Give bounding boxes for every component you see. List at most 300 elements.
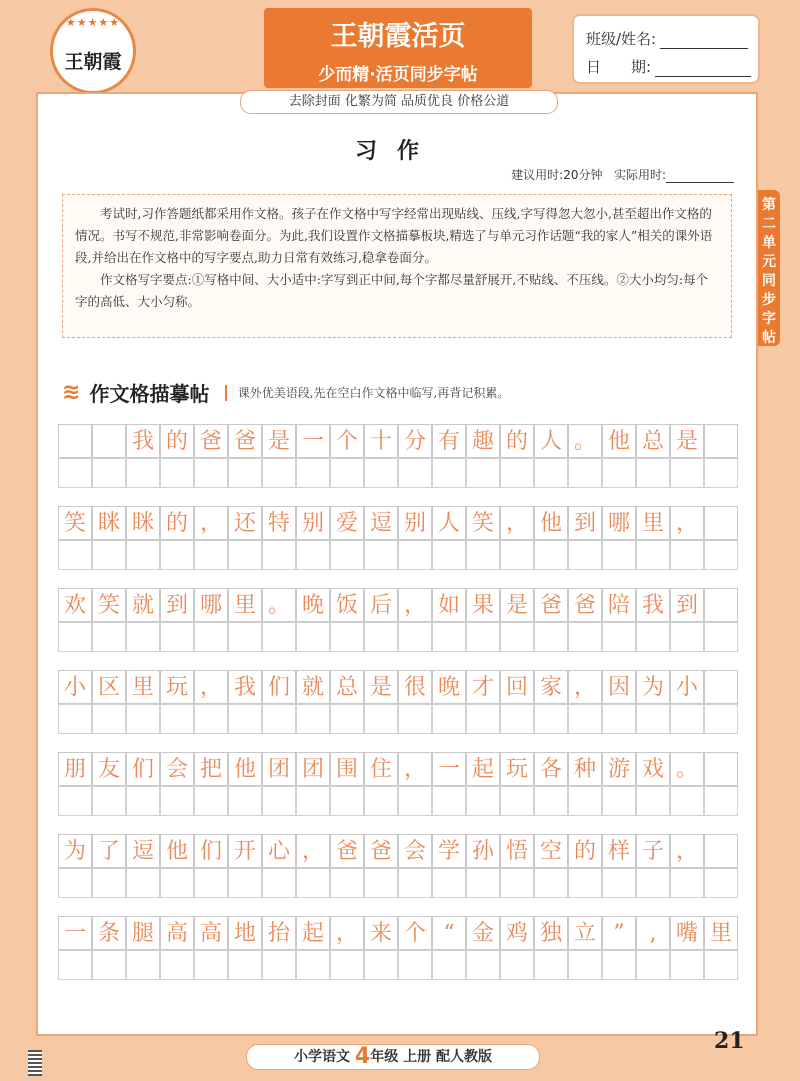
trace-cell: 别 xyxy=(296,506,330,540)
trace-cell: 高 xyxy=(194,916,228,950)
practice-cell[interactable] xyxy=(126,786,160,816)
practice-cell[interactable] xyxy=(500,622,534,652)
practice-cell[interactable] xyxy=(160,622,194,652)
trace-cell: 到 xyxy=(670,588,704,622)
practice-cell[interactable] xyxy=(568,704,602,734)
trace-cell: 笑 xyxy=(92,588,126,622)
trace-cell xyxy=(704,670,738,704)
trace-cell: 趣 xyxy=(466,424,500,458)
trace-cell: 里 xyxy=(636,506,670,540)
practice-cell[interactable] xyxy=(296,540,330,570)
practice-cell[interactable] xyxy=(364,786,398,816)
trace-cell: 学 xyxy=(432,834,466,868)
practice-cell[interactable] xyxy=(602,458,636,488)
practice-cell[interactable] xyxy=(534,622,568,652)
practice-cell[interactable] xyxy=(432,540,466,570)
practice-cell[interactable] xyxy=(398,704,432,734)
practice-cell[interactable] xyxy=(296,458,330,488)
trace-cell: 才 xyxy=(466,670,500,704)
practice-cell[interactable] xyxy=(636,704,670,734)
practice-cell[interactable] xyxy=(58,704,92,734)
trace-cell: 是 xyxy=(670,424,704,458)
date-blank[interactable] xyxy=(655,61,751,77)
trace-cell: 晚 xyxy=(296,588,330,622)
trace-cell: 空 xyxy=(534,834,568,868)
practice-cell[interactable] xyxy=(330,704,364,734)
practice-cell[interactable] xyxy=(636,950,670,980)
practice-cell[interactable] xyxy=(228,950,262,980)
practice-cell[interactable] xyxy=(296,868,330,898)
practice-cell[interactable] xyxy=(704,868,738,898)
practice-cell[interactable] xyxy=(704,950,738,980)
trace-cell: 一 xyxy=(296,424,330,458)
practice-cell[interactable] xyxy=(296,950,330,980)
trace-cell: 小 xyxy=(670,670,704,704)
trace-cell: 们 xyxy=(126,752,160,786)
trace-cell: 会 xyxy=(398,834,432,868)
practice-cell[interactable] xyxy=(296,622,330,652)
trace-cell: 朋 xyxy=(58,752,92,786)
unit-side-tab xyxy=(758,190,780,346)
trace-cell: 种 xyxy=(568,752,602,786)
practice-cell[interactable] xyxy=(534,868,568,898)
practice-cell[interactable] xyxy=(262,704,296,734)
practice-cell[interactable] xyxy=(466,868,500,898)
brand-title: 王朝霞活页 xyxy=(330,21,466,52)
trace-cell: 爸 xyxy=(364,834,398,868)
practice-cell[interactable] xyxy=(160,540,194,570)
practice-cell[interactable] xyxy=(602,950,636,980)
trace-cell: 爸 xyxy=(228,424,262,458)
trace-cell: 他 xyxy=(534,506,568,540)
trace-cell xyxy=(704,752,738,786)
practice-cell[interactable] xyxy=(296,786,330,816)
practice-cell[interactable] xyxy=(636,622,670,652)
logo-stars: ★★★★★ xyxy=(65,16,121,29)
trace-cell: 后 xyxy=(364,588,398,622)
practice-cell[interactable] xyxy=(92,786,126,816)
practice-cell[interactable] xyxy=(500,786,534,816)
practice-cell[interactable] xyxy=(636,868,670,898)
trace-cell: 地 xyxy=(228,916,262,950)
trace-cell: 游 xyxy=(602,752,636,786)
trace-cell: 还 xyxy=(228,506,262,540)
practice-cell[interactable] xyxy=(636,458,670,488)
trace-cell: ， xyxy=(398,588,432,622)
trace-cell: 的 xyxy=(160,424,194,458)
practice-cell[interactable] xyxy=(466,704,500,734)
practice-cell[interactable] xyxy=(466,950,500,980)
trace-cell: 我 xyxy=(126,424,160,458)
trace-cell: 总 xyxy=(330,670,364,704)
trace-cell: 围 xyxy=(330,752,364,786)
practice-cell[interactable] xyxy=(602,704,636,734)
trace-cell: 到 xyxy=(160,588,194,622)
trace-cell: ， xyxy=(568,670,602,704)
trace-cell: 开 xyxy=(228,834,262,868)
practice-cell[interactable] xyxy=(704,704,738,734)
class-name-blank[interactable] xyxy=(660,33,748,49)
trace-cell: 为 xyxy=(636,670,670,704)
trace-cell: 哪 xyxy=(602,506,636,540)
trace-cell: 哪 xyxy=(194,588,228,622)
practice-cell[interactable] xyxy=(58,786,92,816)
practice-cell[interactable] xyxy=(262,540,296,570)
practice-cell[interactable] xyxy=(228,458,262,488)
slogan-bar: 去除封面 化繁为简 品质优良 价格公道 xyxy=(240,90,558,114)
section-divider xyxy=(225,385,227,401)
practice-cell[interactable] xyxy=(296,704,330,734)
trace-cell: 我 xyxy=(228,670,262,704)
trace-cell: 别 xyxy=(398,506,432,540)
trace-cell: 戏 xyxy=(636,752,670,786)
trace-cell: 爸 xyxy=(194,424,228,458)
practice-cell[interactable] xyxy=(262,622,296,652)
trace-cell: 们 xyxy=(194,834,228,868)
logo-name: 王朝霞 xyxy=(64,51,122,73)
note-paragraph-2: 作文格写字要点:①写格中间、大小适中:字写到正中间,每个字都尽量舒展开,不贴线、不压线。②大小均匀:每个字的高低、大小匀称。 xyxy=(75,272,709,309)
instruction-note xyxy=(62,194,732,338)
practice-cell[interactable] xyxy=(58,540,92,570)
trace-cell: 的 xyxy=(160,506,194,540)
practice-cell[interactable] xyxy=(568,786,602,816)
practice-cell[interactable] xyxy=(126,704,160,734)
trace-cell: 里 xyxy=(228,588,262,622)
trace-cell: 条 xyxy=(92,916,126,950)
practice-cell[interactable] xyxy=(466,622,500,652)
practice-cell[interactable] xyxy=(262,786,296,816)
practice-cell[interactable] xyxy=(568,458,602,488)
trace-cell: 很 xyxy=(398,670,432,704)
practice-cell[interactable] xyxy=(568,950,602,980)
practice-cell[interactable] xyxy=(670,786,704,816)
practice-cell[interactable] xyxy=(432,458,466,488)
trace-cell: 爱 xyxy=(330,506,364,540)
trace-cell: 小 xyxy=(58,670,92,704)
footer-grade-label: 年级 xyxy=(370,1049,399,1065)
trace-cell: 爸 xyxy=(330,834,364,868)
trace-cell: 逗 xyxy=(126,834,160,868)
practice-cell[interactable] xyxy=(58,458,92,488)
trace-cell: 他 xyxy=(228,752,262,786)
practice-cell[interactable] xyxy=(568,868,602,898)
trace-cell: ， xyxy=(296,834,330,868)
practice-cell[interactable] xyxy=(670,950,704,980)
practice-cell[interactable] xyxy=(160,458,194,488)
trace-cell: 起 xyxy=(466,752,500,786)
practice-cell[interactable] xyxy=(636,786,670,816)
trace-cell: 笑 xyxy=(58,506,92,540)
practice-cell[interactable] xyxy=(500,458,534,488)
actual-time-blank[interactable] xyxy=(666,170,734,183)
practice-cell[interactable] xyxy=(500,540,534,570)
trace-cell xyxy=(704,424,738,458)
practice-cell[interactable] xyxy=(126,540,160,570)
trace-cell: 子 xyxy=(636,834,670,868)
practice-cell[interactable] xyxy=(194,950,228,980)
trace-cell: 人 xyxy=(432,506,466,540)
trace-cell: 个 xyxy=(398,916,432,950)
practice-cell[interactable] xyxy=(262,950,296,980)
practice-cell[interactable] xyxy=(500,704,534,734)
practice-cell[interactable] xyxy=(364,622,398,652)
trace-cell: 他 xyxy=(602,424,636,458)
trace-cell: 玩 xyxy=(160,670,194,704)
trace-cell: 团 xyxy=(296,752,330,786)
practice-cell[interactable] xyxy=(364,950,398,980)
practice-cell[interactable] xyxy=(262,458,296,488)
trace-cell: 我 xyxy=(636,588,670,622)
practice-cell[interactable] xyxy=(398,540,432,570)
date-label: 日 期: xyxy=(586,58,652,76)
practice-cell[interactable] xyxy=(330,868,364,898)
practice-cell[interactable] xyxy=(602,622,636,652)
practice-cell[interactable] xyxy=(534,540,568,570)
trace-cell: 住 xyxy=(364,752,398,786)
practice-cell[interactable] xyxy=(568,540,602,570)
brand-subtitle: 少而精·活页同步字帖 xyxy=(318,65,478,85)
practice-cell[interactable] xyxy=(160,704,194,734)
practice-cell[interactable] xyxy=(194,868,228,898)
trace-cell: 回 xyxy=(500,670,534,704)
practice-cell[interactable] xyxy=(262,868,296,898)
trace-cell: 晚 xyxy=(432,670,466,704)
practice-cell[interactable] xyxy=(466,540,500,570)
practice-cell[interactable] xyxy=(364,868,398,898)
trace-cell: 立 xyxy=(568,916,602,950)
practice-cell[interactable] xyxy=(398,622,432,652)
trace-cell xyxy=(704,588,738,622)
practice-cell[interactable] xyxy=(466,786,500,816)
practice-cell[interactable] xyxy=(364,458,398,488)
trace-cell: 悟 xyxy=(500,834,534,868)
practice-cell[interactable] xyxy=(670,622,704,652)
trace-cell: 是 xyxy=(500,588,534,622)
trace-cell: 笑 xyxy=(466,506,500,540)
practice-cell[interactable] xyxy=(194,704,228,734)
footer-badge xyxy=(246,1044,540,1070)
trace-cell: ， xyxy=(670,834,704,868)
practice-cell[interactable] xyxy=(704,540,738,570)
practice-cell[interactable] xyxy=(194,786,228,816)
practice-cell[interactable] xyxy=(670,704,704,734)
note-paragraph-1: 考试时,习作答题纸都采用作文格。孩子在作文格中写字经常出现贴线、压线,字写得忽大忽小,甚至超出作文格的情况。书写不规范,非常影响卷面分。为此,我们设置作文格描摹板块,精选了与单元习作话题“我的家人”相关的课外语段,并给出在作文格中的写字要点,助力日常有效练习,稳拿卷面分。 xyxy=(75,206,713,265)
practice-cell[interactable] xyxy=(500,868,534,898)
trace-cell: 特 xyxy=(262,506,296,540)
footer-edition: 配人教版 xyxy=(435,1049,492,1065)
trace-cell: 。 xyxy=(568,424,602,458)
practice-cell[interactable] xyxy=(398,458,432,488)
practice-cell[interactable] xyxy=(466,458,500,488)
practice-cell[interactable] xyxy=(58,622,92,652)
practice-cell[interactable] xyxy=(330,458,364,488)
trace-cell: ， xyxy=(500,506,534,540)
practice-cell[interactable] xyxy=(58,950,92,980)
trace-cell: 各 xyxy=(534,752,568,786)
trace-cell: 把 xyxy=(194,752,228,786)
practice-cell[interactable] xyxy=(228,868,262,898)
practice-cell[interactable] xyxy=(228,786,262,816)
trace-cell: 眯 xyxy=(92,506,126,540)
trace-cell: 区 xyxy=(92,670,126,704)
trace-cell: 们 xyxy=(262,670,296,704)
practice-cell[interactable] xyxy=(432,868,466,898)
practice-cell[interactable] xyxy=(670,868,704,898)
practice-cell[interactable] xyxy=(398,868,432,898)
class-name-label: 班级/姓名: xyxy=(586,30,657,48)
trace-cell: 个 xyxy=(330,424,364,458)
trace-cell: 有 xyxy=(432,424,466,458)
practice-cell[interactable] xyxy=(228,622,262,652)
trace-cell: 分 xyxy=(398,424,432,458)
trace-cell: 抬 xyxy=(262,916,296,950)
trace-cell: 心 xyxy=(262,834,296,868)
trace-cell: “ xyxy=(432,916,466,950)
trace-cell: 到 xyxy=(568,506,602,540)
practice-cell[interactable] xyxy=(330,950,364,980)
practice-cell[interactable] xyxy=(126,458,160,488)
trace-cell: 欢 xyxy=(58,588,92,622)
trace-cell: 爸 xyxy=(568,588,602,622)
practice-cell[interactable] xyxy=(194,458,228,488)
time-info xyxy=(511,166,734,183)
trace-cell: 如 xyxy=(432,588,466,622)
practice-cell[interactable] xyxy=(228,540,262,570)
practice-cell[interactable] xyxy=(398,786,432,816)
trace-cell: 的 xyxy=(500,424,534,458)
practice-cell[interactable] xyxy=(670,458,704,488)
trace-cell: 他 xyxy=(160,834,194,868)
trace-cell: 就 xyxy=(126,588,160,622)
practice-cell[interactable] xyxy=(534,458,568,488)
practice-cell[interactable] xyxy=(636,540,670,570)
trace-cell: 家 xyxy=(534,670,568,704)
content-panel xyxy=(36,92,758,1036)
practice-cell[interactable] xyxy=(432,786,466,816)
trace-cell: 会 xyxy=(160,752,194,786)
actual-time-label: 实际用时: xyxy=(613,168,666,182)
wave-icon: ≋ xyxy=(62,380,81,405)
trace-cell: 起 xyxy=(296,916,330,950)
side-tab-char: 字 xyxy=(762,311,776,327)
section-header xyxy=(62,378,509,408)
practice-cell[interactable] xyxy=(330,786,364,816)
trace-cell: ， xyxy=(398,752,432,786)
trace-cell: 人 xyxy=(534,424,568,458)
trace-cell: 。 xyxy=(262,588,296,622)
trace-cell: 来 xyxy=(364,916,398,950)
practice-cell[interactable] xyxy=(194,540,228,570)
trace-cell: 金 xyxy=(466,916,500,950)
practice-cell[interactable] xyxy=(534,950,568,980)
class-name-row xyxy=(586,28,748,49)
suggested-time: 建议用时:20分钟 xyxy=(511,168,603,182)
practice-cell[interactable] xyxy=(602,786,636,816)
practice-cell[interactable] xyxy=(432,622,466,652)
practice-cell[interactable] xyxy=(126,622,160,652)
trace-cell: 十 xyxy=(364,424,398,458)
practice-cell[interactable] xyxy=(534,704,568,734)
trace-cell: 玩 xyxy=(500,752,534,786)
practice-cell[interactable] xyxy=(92,622,126,652)
section-description: 课外优美语段,先在空白作文格中临写,再背记积累。 xyxy=(237,386,510,400)
practice-cell[interactable] xyxy=(602,868,636,898)
practice-cell[interactable] xyxy=(92,950,126,980)
practice-cell[interactable] xyxy=(160,868,194,898)
practice-cell[interactable] xyxy=(228,704,262,734)
practice-cell[interactable] xyxy=(602,540,636,570)
practice-cell[interactable] xyxy=(398,950,432,980)
practice-cell[interactable] xyxy=(58,868,92,898)
trace-cell: ， xyxy=(194,670,228,704)
practice-cell[interactable] xyxy=(126,868,160,898)
side-tab-char: 元 xyxy=(762,254,776,270)
trace-cell: 了 xyxy=(92,834,126,868)
trace-cell xyxy=(58,424,92,458)
practice-cell[interactable] xyxy=(432,704,466,734)
trace-cell: ， xyxy=(670,506,704,540)
practice-cell[interactable] xyxy=(432,950,466,980)
trace-cell: 的 xyxy=(568,834,602,868)
practice-cell[interactable] xyxy=(364,704,398,734)
side-tab-char: 步 xyxy=(762,292,776,308)
practice-cell[interactable] xyxy=(330,540,364,570)
practice-cell[interactable] xyxy=(160,950,194,980)
side-tab-char: 二 xyxy=(762,216,776,232)
side-tab-char: 帖 xyxy=(762,330,776,346)
trace-cell: ， xyxy=(330,916,364,950)
trace-cell: 腿 xyxy=(126,916,160,950)
trace-cell: 里 xyxy=(126,670,160,704)
side-tab-char: 单 xyxy=(762,235,776,251)
trace-cell: 。 xyxy=(670,752,704,786)
trace-cell: 陪 xyxy=(602,588,636,622)
practice-cell[interactable] xyxy=(92,540,126,570)
page-title: 习作 xyxy=(354,139,439,164)
practice-cell[interactable] xyxy=(92,868,126,898)
barcode-strip xyxy=(28,1050,42,1076)
trace-cell: 爸 xyxy=(534,588,568,622)
practice-cell[interactable] xyxy=(534,786,568,816)
practice-cell[interactable] xyxy=(194,622,228,652)
practice-cell[interactable] xyxy=(92,458,126,488)
trace-cell: 鸡 xyxy=(500,916,534,950)
practice-cell[interactable] xyxy=(500,950,534,980)
trace-cell: ” xyxy=(602,916,636,950)
practice-cell[interactable] xyxy=(568,622,602,652)
practice-cell[interactable] xyxy=(704,786,738,816)
trace-cell: 孙 xyxy=(466,834,500,868)
trace-cell: 样 xyxy=(602,834,636,868)
section-title: 作文格描摹帖 xyxy=(89,382,210,406)
practice-cell[interactable] xyxy=(330,622,364,652)
practice-cell[interactable] xyxy=(670,540,704,570)
page-number: 21 xyxy=(714,1028,745,1054)
footer-subject: 小学语文 xyxy=(294,1049,351,1065)
practice-cell[interactable] xyxy=(160,786,194,816)
practice-cell[interactable] xyxy=(126,950,160,980)
brand-banner xyxy=(264,8,532,88)
trace-cell: 逗 xyxy=(364,506,398,540)
date-row xyxy=(586,56,751,77)
practice-cell[interactable] xyxy=(364,540,398,570)
practice-cell[interactable] xyxy=(92,704,126,734)
trace-cell: 一 xyxy=(432,752,466,786)
practice-cell[interactable] xyxy=(704,622,738,652)
trace-cell: 果 xyxy=(466,588,500,622)
practice-cell[interactable] xyxy=(704,458,738,488)
trace-cell: 眯 xyxy=(126,506,160,540)
